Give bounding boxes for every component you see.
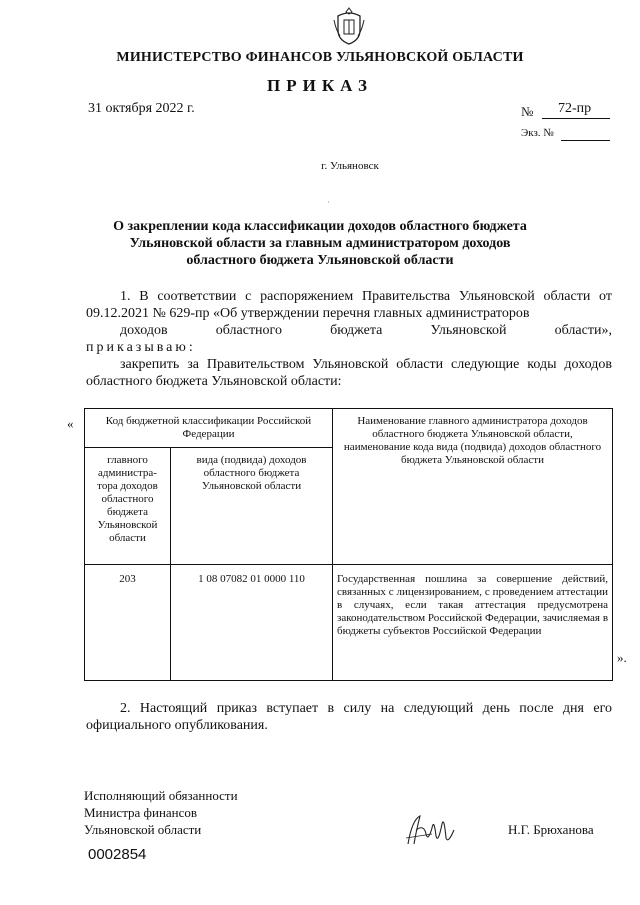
word: областного xyxy=(215,323,282,338)
header-admin-cell: главного администра-тора доходов областного бюджета Ульяновской области xyxy=(85,448,171,565)
city: г. Ульяновск xyxy=(321,160,379,172)
quote-open: « xyxy=(67,416,74,431)
signatory-position xyxy=(84,787,238,838)
copy-number-label: Экз. № xyxy=(521,127,554,139)
document-type: ПРИКАЗ xyxy=(267,76,373,95)
word: доходов xyxy=(120,323,168,338)
kind-code-cell: 1 08 07082 01 0000 110 xyxy=(171,565,333,681)
title-line-2: Ульяновской области за главным администратором доходов xyxy=(129,236,511,251)
word: Ульяновской xyxy=(430,323,507,338)
ministry-name: МИНИСТЕРСТВО ФИНАНСОВ УЛЬЯНОВСКОЙ ОБЛАСТИ xyxy=(116,50,524,65)
table-header-row xyxy=(85,409,613,448)
document-number: 72-пр xyxy=(558,101,592,116)
signer-name: Н.Г. Брюханова xyxy=(508,822,594,837)
position-line-3: Ульяновской области xyxy=(84,822,202,837)
income-codes-table xyxy=(84,408,613,681)
order-word: приказываю: xyxy=(86,340,196,355)
word: области», xyxy=(554,323,612,338)
document-title xyxy=(110,218,530,269)
closing-paragraph: 2. Настоящий приказ вступает в силу на следующий день после дня его официального опубликования. xyxy=(86,701,612,733)
header-name-cell: Наименование главного администратора доходов областного бюджета Ульяновской области, наименование кода вида (подвида) доходов областного бюджета Ульяновской области xyxy=(333,409,613,565)
income-name-cell: Государственная пошлина за совершение действий, связанных с лицензированием, с проведением аттестации в случаях, если такая аттестация предусмотрена законодательством Российской Федерации, зачисляемая в бюджеты субъектов Российской Федерации xyxy=(333,565,613,681)
position-line-1: Исполняющий обязанности xyxy=(84,788,238,803)
title-line-3: областного бюджета Ульяновской области xyxy=(186,253,454,268)
header-group-cell: Код бюджетной классификации Российской Федерации xyxy=(85,409,333,448)
title-line-1: О закреплении кода классификации доходов областного бюджета xyxy=(113,219,527,234)
header-kind-cell: вида (подвида) доходов областного бюджета Ульяновской области xyxy=(171,448,333,565)
word: бюджета xyxy=(330,323,383,338)
paragraph-1-start: 1. В соответствии с распоряжением Правительства Ульяновской области от 09.12.2021 № 629-пр «Об утверждении перечня главных администраторов xyxy=(86,289,612,321)
document-date: 31 октября 2022 г. xyxy=(88,101,195,116)
scan-dot: · xyxy=(327,198,330,207)
number-label: № xyxy=(521,104,534,119)
handwritten-signature xyxy=(402,810,462,850)
coat-of-arms-emblem xyxy=(332,6,366,46)
paragraph-1 xyxy=(86,288,612,356)
quote-close: ». xyxy=(617,650,627,665)
admin-code-cell: 203 xyxy=(85,565,171,681)
paragraph-2: закрепить за Правительством Ульяновской области следующие коды доходов областного бюджета Ульяновской области: xyxy=(86,357,612,389)
document-serial: 0002854 xyxy=(88,846,147,863)
table-row xyxy=(85,565,613,681)
position-line-2: Министра финансов xyxy=(84,805,198,820)
paragraph-1-line3 xyxy=(86,322,612,339)
copy-number-underline xyxy=(561,140,610,141)
number-underline xyxy=(542,118,610,119)
